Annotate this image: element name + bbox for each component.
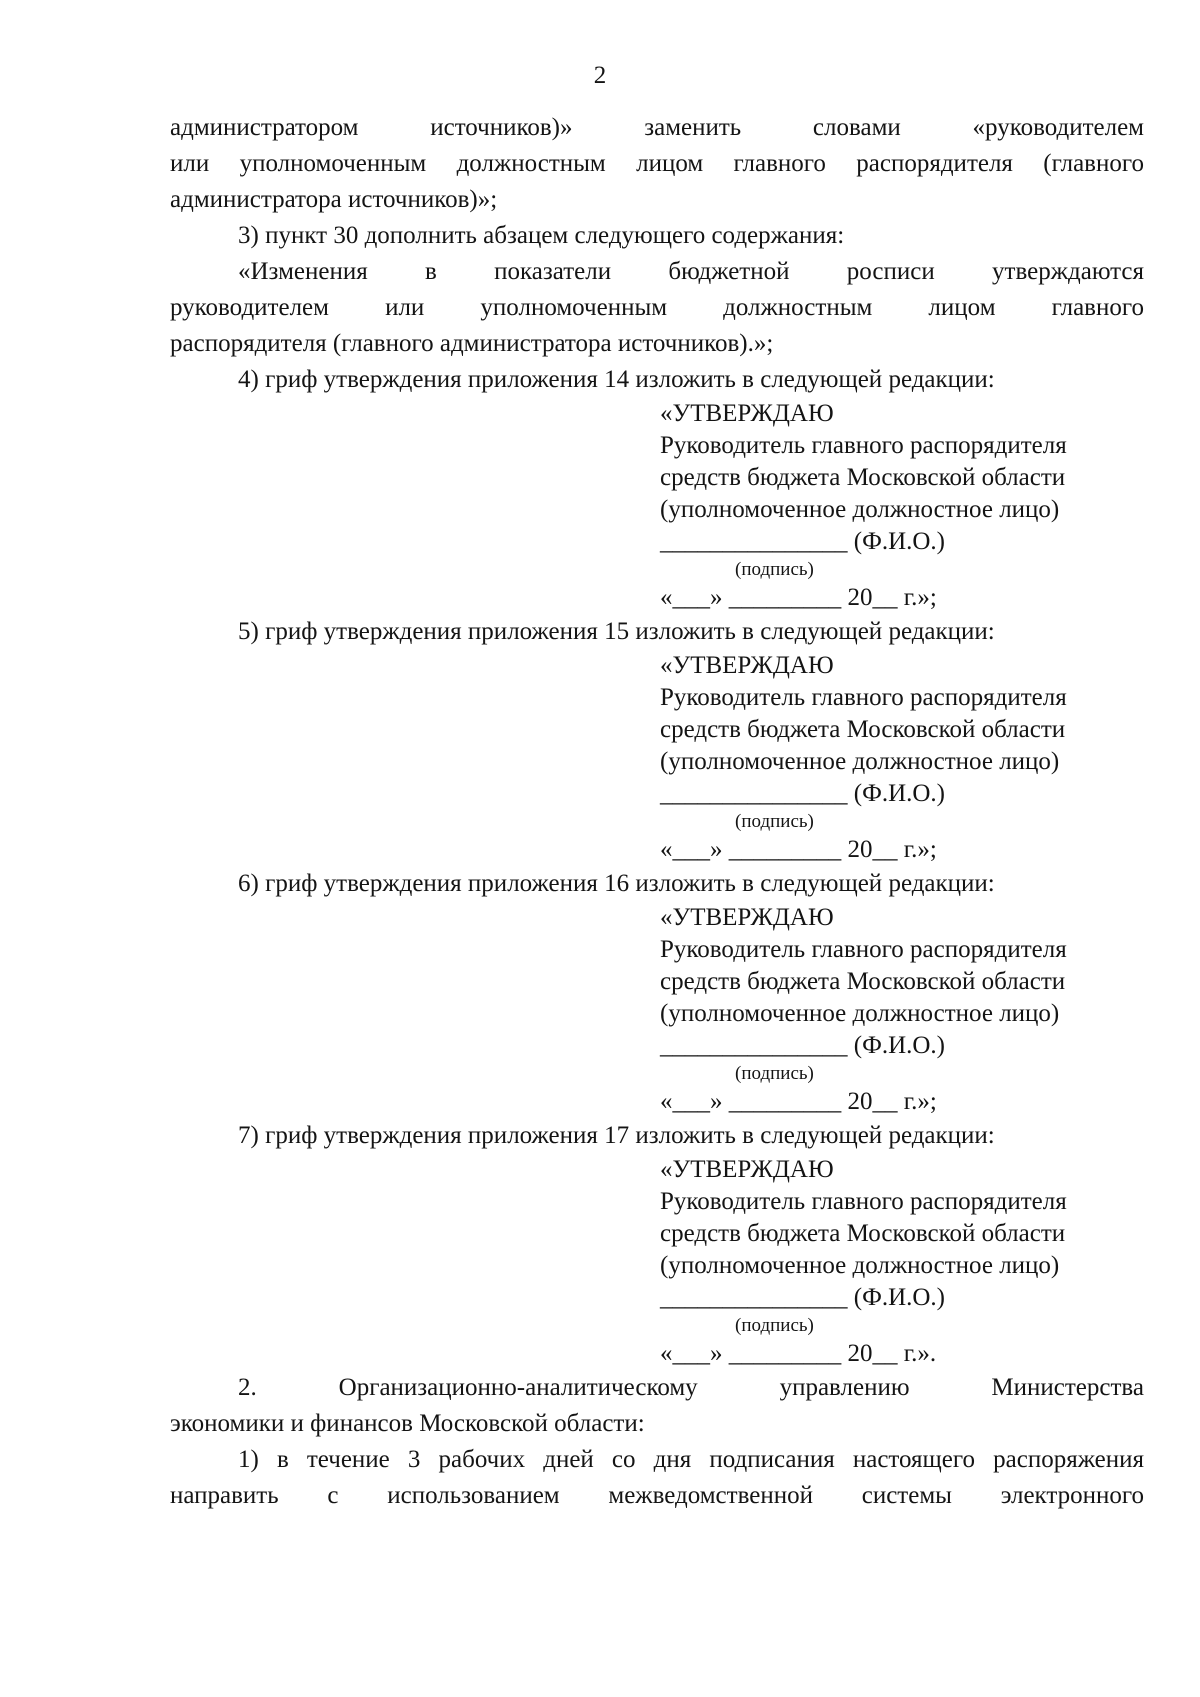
- approval-stamp-block: [660, 902, 1144, 1118]
- role-line: средств бюджета Московской области: [660, 968, 1066, 995]
- date-line: «___» _________ 20__ г.»;: [660, 1088, 937, 1115]
- text-line: или уполномоченным должностным лицом главного распорядителя (главного: [170, 150, 1144, 177]
- text-line: экономики и финансов Московской области:: [170, 1410, 645, 1437]
- role-line: средств бюджета Московской области: [660, 1220, 1066, 1247]
- date-line: «___» _________ 20__ г.»;: [660, 584, 937, 611]
- grif-item-16: [170, 866, 1144, 1118]
- approval-stamp-block: [660, 398, 1144, 614]
- approval-stamp-block: [660, 1154, 1144, 1370]
- role-line: средств бюджета Московской области: [660, 716, 1066, 743]
- date-line: «___» _________ 20__ г.»;: [660, 836, 937, 863]
- signature-caption: (подпись): [735, 811, 814, 832]
- approval-stamp-block: [660, 650, 1144, 866]
- approve-heading: «УТВЕРЖДАЮ: [660, 400, 834, 427]
- text-line: администратором источников)» заменить словами «руководителем: [170, 114, 1144, 141]
- grif-item-14: [170, 362, 1144, 614]
- role-line: (уполномоченное должностное лицо): [660, 748, 1060, 775]
- role-line: Руководитель главного распорядителя: [660, 432, 1067, 459]
- role-line: средств бюджета Московской области: [660, 464, 1066, 491]
- text-line: 1) в течение 3 рабочих дней со дня подписания настоящего распоряжения: [238, 1446, 1144, 1473]
- grif-intro: 7) гриф утверждения приложения 17 изложить в следующей редакции:: [238, 1122, 995, 1149]
- approve-heading: «УТВЕРЖДАЮ: [660, 1156, 834, 1183]
- approve-heading: «УТВЕРЖДАЮ: [660, 904, 834, 931]
- page-number: 2: [593, 62, 607, 89]
- paragraph-item-3: 3) пункт 30 дополнить абзацем следующего содержания:: [238, 222, 845, 249]
- grif-item-17: [170, 1118, 1144, 1370]
- grif-item-15: [170, 614, 1144, 866]
- grif-intro: 4) гриф утверждения приложения 14 изложить в следующей редакции:: [238, 366, 995, 393]
- text-line: 2. Организационно-аналитическому управлению Министерства: [238, 1374, 1144, 1401]
- fio-line: _______________ (Ф.И.О.): [660, 1284, 946, 1311]
- role-line: Руководитель главного распорядителя: [660, 684, 1067, 711]
- paragraph-section-2: [170, 1370, 1144, 1442]
- text-line: направить с использованием межведомственной системы электронного: [170, 1482, 1144, 1509]
- grif-intro: 6) гриф утверждения приложения 16 изложить в следующей редакции:: [238, 870, 995, 897]
- paragraph-replace-words: [170, 110, 1144, 218]
- role-line: Руководитель главного распорядителя: [660, 1188, 1067, 1215]
- role-line: (уполномоченное должностное лицо): [660, 1252, 1060, 1279]
- document-body: [170, 110, 1144, 1514]
- grif-intro: 5) гриф утверждения приложения 15 изложить в следующей редакции:: [238, 618, 995, 645]
- signature-caption: (подпись): [735, 1315, 814, 1336]
- paragraph-quote: [170, 254, 1144, 362]
- signature-caption: (подпись): [735, 1063, 814, 1084]
- approve-heading: «УТВЕРЖДАЮ: [660, 652, 834, 679]
- paragraph-section-2-item-1: [170, 1442, 1144, 1514]
- role-line: Руководитель главного распорядителя: [660, 936, 1067, 963]
- fio-line: _______________ (Ф.И.О.): [660, 528, 946, 555]
- fio-line: _______________ (Ф.И.О.): [660, 1032, 946, 1059]
- fio-line: _______________ (Ф.И.О.): [660, 780, 946, 807]
- signature-caption: (подпись): [735, 559, 814, 580]
- date-line: «___» _________ 20__ г.».: [660, 1340, 937, 1367]
- text-line: распорядителя (главного администратора источников).»;: [170, 330, 774, 357]
- text-line: руководителем или уполномоченным должностным лицом главного: [170, 294, 1144, 321]
- role-line: (уполномоченное должностное лицо): [660, 496, 1060, 523]
- text-line: «Изменения в показатели бюджетной росписи утверждаются: [238, 258, 1144, 285]
- text-line: администратора источников)»;: [170, 186, 498, 213]
- role-line: (уполномоченное должностное лицо): [660, 1000, 1060, 1027]
